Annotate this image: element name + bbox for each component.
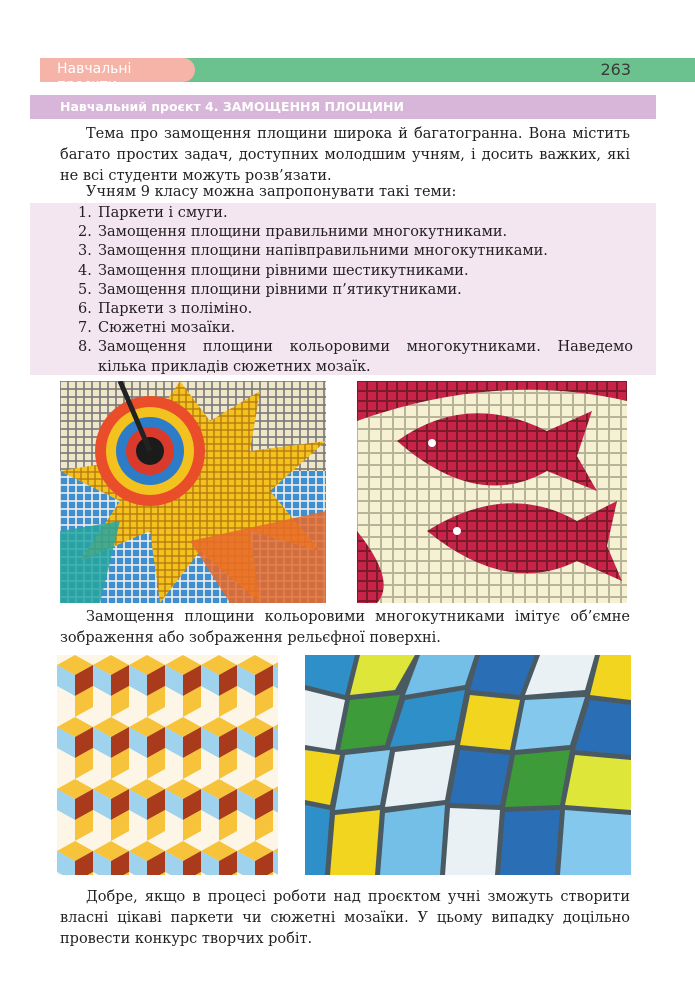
- topics-intro: Учням 9 класу можна запропонувати такі теми:: [86, 184, 457, 200]
- middle-paragraph: Замощення площини кольоровими многокутниками імітує об’ємне зображення або зображення рельєфної поверхні.: [60, 609, 630, 646]
- cube-pattern-image: [57, 655, 278, 875]
- list-item: 2. Замощення площини правильними многокутниками.: [78, 224, 508, 241]
- list-item: 1. Паркети і смуги.: [78, 205, 228, 221]
- list-item: 4. Замощення площини рівними шестикутниками.: [78, 262, 469, 279]
- header-section-tab: [40, 58, 195, 93]
- fish-mosaic-image: [357, 381, 627, 603]
- intro-paragraph: Тема про замощення площини широка й багатогранна. Вона містить багато простих задач, доступних молодшим учням, і досить важких, які не всі студенти можуть розв’язати.: [60, 126, 630, 184]
- header-section-label: Навчальні проєкти: [57, 61, 132, 93]
- project-title-bar: [30, 95, 656, 119]
- project-title: Навчальний проєкт 4. ЗАМОЩЕННЯ ПЛОЩИНИ: [60, 99, 404, 114]
- list-item: 6. Паркети з поліміно.: [78, 301, 253, 318]
- page-number: 263: [600, 60, 631, 79]
- closing-paragraph: Добре, якщо в процесі роботи над проєктом учні зможуть створити власні цікаві паркети чи сюжетні мозаїки. У цьому випадку доцільно провести конкурс творчих робіт.: [60, 889, 630, 947]
- list-item: 8. Замощення площини кольоровими многокутниками. Наведемо кілька прикладів сюжетних мозаїк.: [78, 339, 633, 375]
- topics-list: [78, 204, 633, 377]
- broken-tile-mosaic-image: [305, 655, 631, 875]
- list-item: 7. Сюжетні мозаїки.: [78, 320, 236, 337]
- list-item: 5. Замощення площини рівними п’ятикутниками.: [78, 281, 462, 298]
- list-item: 3. Замощення площини напівправильними многокутниками.: [78, 243, 548, 260]
- sun-mosaic-image: [60, 381, 326, 603]
